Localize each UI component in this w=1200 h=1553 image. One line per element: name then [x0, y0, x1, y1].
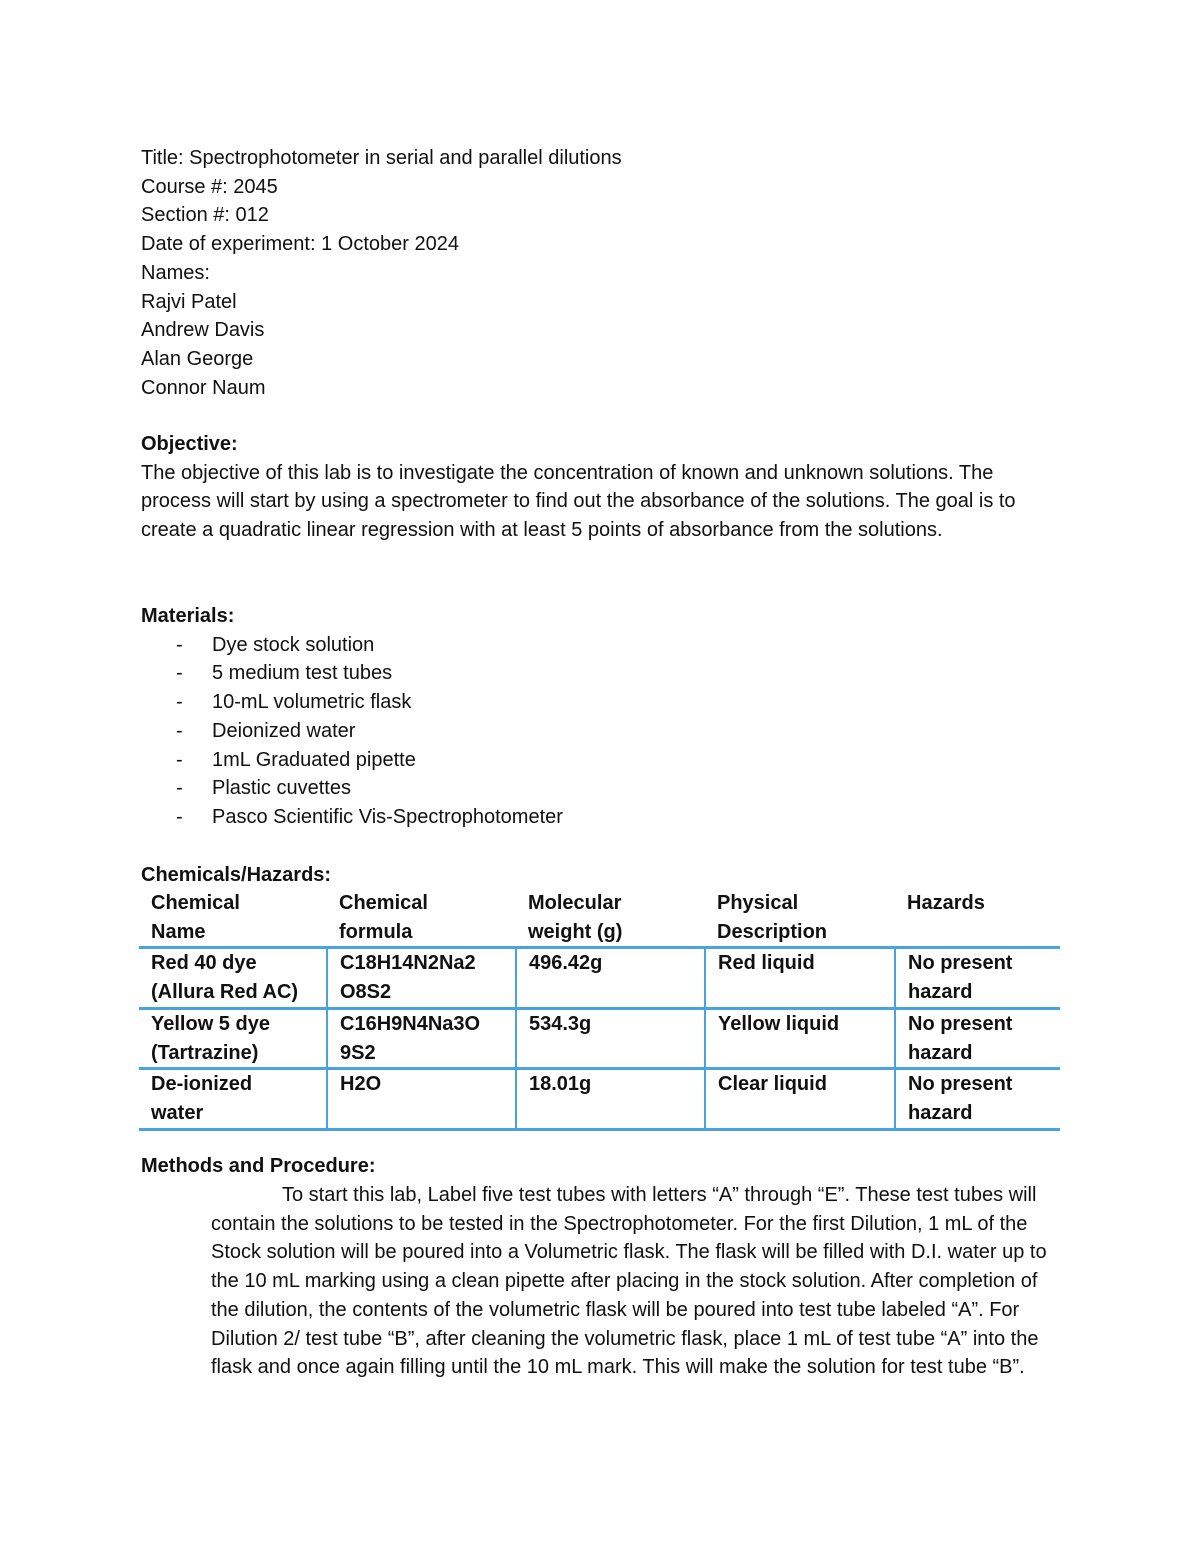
chemicals-heading: Chemicals/Hazards: — [141, 864, 332, 886]
bullet-dash: - — [176, 719, 183, 742]
table-header-row — [139, 889, 1060, 948]
chemical-name-cell: Yellow 5 dye (Tartrazine) — [139, 1008, 327, 1068]
chemical-name-cell: Red 40 dye (Allura Red AC) — [139, 948, 327, 1008]
list-item — [141, 717, 563, 746]
material-label: 1mL Graduated pipette — [212, 748, 416, 771]
name-item: Connor Naum — [141, 376, 266, 399]
column-header: Hazards — [895, 889, 1060, 948]
chemical-formula-cell: C16H9N4Na3O 9S2 — [327, 1008, 516, 1068]
bullet-dash: - — [176, 633, 183, 656]
objective-text: The objective of this lab is to investigate the concentration of known and unknown solutions. The process will start by using a spectrometer to find out the absorbance of the solutions. The goal is to create a quadratic linear regression with at least 5 points of absorbance from the solutions. — [141, 461, 1016, 542]
column-header: Chemical formula — [327, 889, 516, 948]
molecular-weight-cell: 496.42g — [516, 948, 705, 1008]
bullet-dash: - — [176, 805, 183, 828]
methods-heading: Methods and Procedure: — [141, 1155, 376, 1177]
names-label: Names: — [141, 261, 210, 284]
bullet-dash: - — [176, 691, 183, 714]
chemical-formula-cell: H2O — [327, 1069, 516, 1129]
report-header — [141, 144, 622, 402]
experiment-date: Date of experiment: 1 October 2024 — [141, 233, 459, 256]
chemical-name-cell: De-ionized water — [139, 1069, 327, 1129]
section-number: Section #: 012 — [141, 204, 269, 227]
materials-heading: Materials: — [141, 605, 235, 627]
report-title: Title: Spectrophotometer in serial and parallel dilutions — [141, 147, 622, 169]
list-item — [141, 774, 563, 803]
material-label: Plastic cuvettes — [212, 777, 351, 800]
material-label: 10-mL volumetric flask — [212, 691, 412, 714]
methods-text: To start this lab, Label five test tubes with letters “A” through “E”. These test tubes will contain the solutions to be tested in the Spectrophotometer. For the first Dilution, 1 mL of the Stock solution will be poured into a Volumetric flask. The flask will be filled with D.I. water up to the 10 mL marking using a clean pipette after placing in the stock solution. After completion of the dilution, the contents of the volumetric flask will be poured into test tube labeled “A”. For Dilution 2/ test tube “B”, after cleaning the volumetric flask, place 1 mL of test tube “A” into the flask and once again filling until the 10 mL mark. This will make the solution for test tube “B”. — [211, 1184, 1047, 1379]
bullet-dash: - — [176, 662, 183, 685]
objective-section — [141, 430, 1061, 545]
physical-description-cell: Red liquid — [705, 948, 895, 1008]
hazards-cell: No present hazard — [895, 1069, 1060, 1129]
name-item: Rajvi Patel — [141, 290, 237, 313]
chemicals-table — [139, 889, 1060, 1131]
column-header: Chemical Name — [139, 889, 327, 948]
list-item — [141, 659, 563, 688]
column-header: Physical Description — [705, 889, 895, 948]
list-item — [141, 631, 563, 660]
materials-section — [141, 602, 563, 832]
objective-heading: Objective: — [141, 433, 238, 455]
material-label: Deionized water — [212, 719, 356, 742]
course-number: Course #: 2045 — [141, 175, 278, 198]
molecular-weight-cell: 534.3g — [516, 1008, 705, 1068]
bullet-dash: - — [176, 777, 183, 800]
table-row — [139, 948, 1060, 1008]
table-row — [139, 1008, 1060, 1068]
physical-description-cell: Yellow liquid — [705, 1008, 895, 1068]
materials-list — [141, 631, 563, 832]
hazards-cell: No present hazard — [895, 948, 1060, 1008]
material-label: 5 medium test tubes — [212, 662, 393, 685]
bullet-dash: - — [176, 748, 183, 771]
column-header: Molecular weight (g) — [516, 889, 705, 948]
material-label: Pasco Scientific Vis-Spectrophotometer — [212, 805, 563, 828]
list-item — [141, 688, 563, 717]
name-item: Alan George — [141, 347, 254, 370]
molecular-weight-cell: 18.01g — [516, 1069, 705, 1129]
table-row — [139, 1069, 1060, 1129]
material-label: Dye stock solution — [212, 633, 375, 656]
physical-description-cell: Clear liquid — [705, 1069, 895, 1129]
hazards-cell: No present hazard — [895, 1008, 1060, 1068]
name-item: Andrew Davis — [141, 319, 265, 342]
list-item — [141, 803, 563, 832]
chemical-formula-cell: C18H14N2Na2 O8S2 — [327, 948, 516, 1008]
list-item — [141, 746, 563, 775]
